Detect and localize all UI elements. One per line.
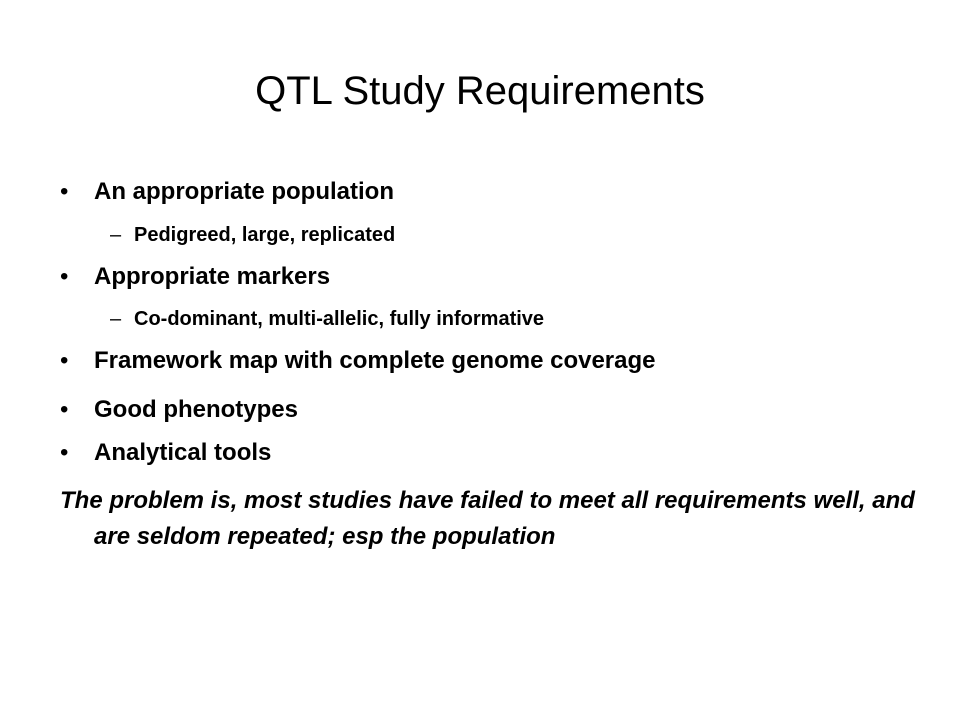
bullet-mark: • (60, 396, 69, 423)
summary-note: The problem is, most studies have failed to meet all requirements well, and are seldom repeated; esp the population (60, 487, 915, 550)
sub-bullet-text: Co-dominant, multi-allelic, fully informative (134, 308, 545, 330)
bullet-text: Analytical tools (94, 439, 272, 466)
bullet-mark: • (60, 178, 69, 205)
bullet-text: An appropriate population (94, 178, 394, 205)
bullet-mark: • (60, 263, 69, 290)
slide-title: QTL Study Requirements (255, 69, 705, 113)
bullet-text: Good phenotypes (94, 396, 298, 423)
sub-bullet-mark: – (110, 224, 122, 246)
bullet-text: Framework map with complete genome coverage (94, 347, 656, 374)
bullet-mark: • (60, 439, 69, 466)
sub-bullet-text: Pedigreed, large, replicated (134, 224, 396, 246)
bullet-mark: • (60, 347, 69, 374)
bullet-text: Appropriate markers (94, 263, 331, 290)
sub-bullet-mark: – (110, 308, 122, 330)
